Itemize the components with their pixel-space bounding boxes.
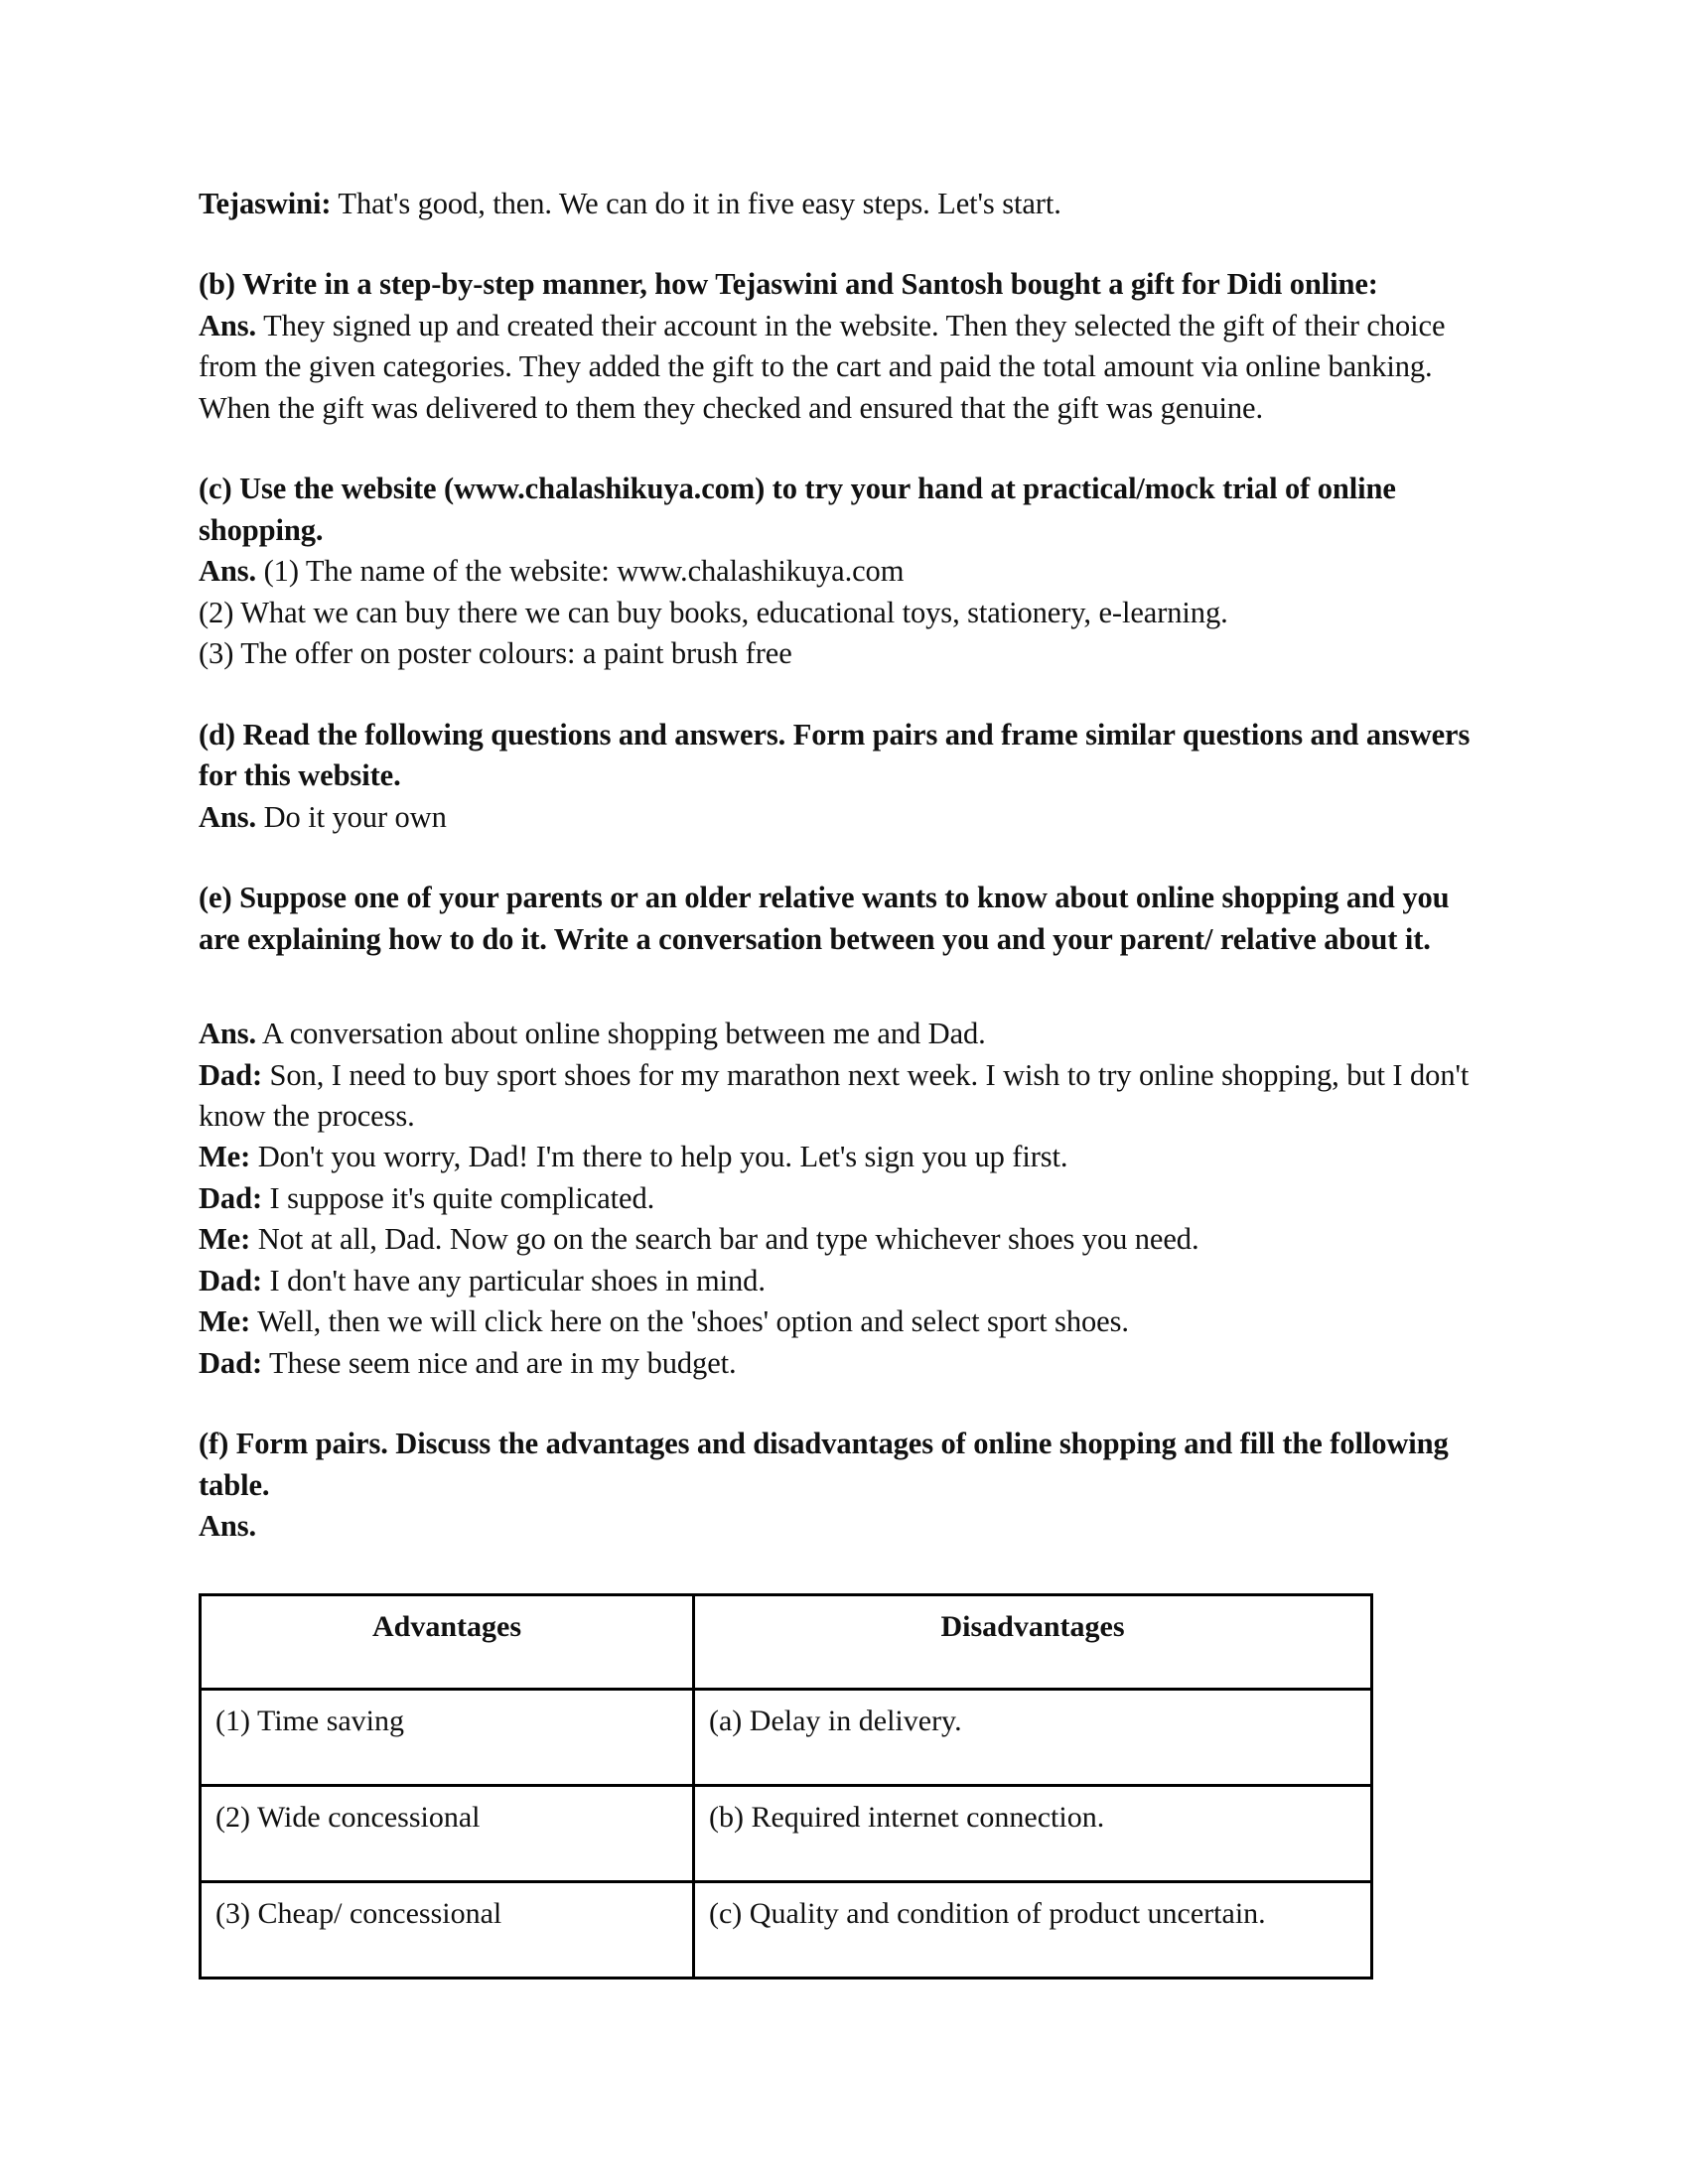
dialogue-text: These seem nice and are in my budget. — [262, 1345, 737, 1380]
intro-text: That's good, then. We can do it in five easy steps. Let's start. — [331, 187, 1061, 220]
answer-f-label-text: Ans. — [199, 1509, 257, 1544]
intro-speaker: Tejaswini: — [199, 187, 332, 220]
dialogue-speaker: Me: — [199, 1304, 251, 1339]
dialogue-text: Son, I need to buy sport shoes for my marathon next week. I wish to try online shopping, but I don't know the process. — [199, 1057, 1470, 1133]
spacer — [199, 429, 1479, 469]
answer-f-label — [199, 1506, 1479, 1547]
question-c: (c) Use the website (www.chalashikuya.com) to try your hand at practical/mock trial of online shopping. — [199, 472, 1396, 547]
table-row — [201, 1881, 1372, 1978]
dialogue-line — [199, 1137, 1479, 1177]
document-content — [199, 184, 1479, 1979]
dialogue-text: I suppose it's quite complicated. — [262, 1180, 655, 1215]
question-f: (f) Form pairs. Discuss the advantages and disadvantages of online shopping and fill the following table. — [199, 1427, 1449, 1502]
answer-b — [199, 306, 1479, 429]
answer-e-text: A conversation about online shopping between me and Dad. — [256, 1017, 986, 1051]
advantages-table-wrapper — [199, 1593, 1479, 1979]
question-e: (e) Suppose one of your parents or an older relative wants to know about online shopping and you are explaining how to do it. Write a conversation between you and your parent/ relative about it. — [199, 881, 1450, 956]
question-d: (d) Read the following questions and answers. Form pairs and frame similar questions and answers for this website. — [199, 717, 1471, 793]
advantages-disadvantages-table — [199, 1593, 1373, 1979]
dialogue-speaker: Dad: — [199, 1057, 262, 1092]
intro-dialogue-line — [199, 184, 1479, 224]
question-b: (b) Write in a step-by-step manner, how Tejaswini and Santosh bought a gift for Didi online: — [199, 267, 1378, 302]
table-cell-disadvantage: (a) Delay in delivery. — [694, 1689, 1372, 1785]
answer-d-label: Ans. — [199, 799, 257, 834]
dialogue-line — [199, 1219, 1479, 1260]
dialogue-speaker: Dad: — [199, 1180, 262, 1215]
answer-b-text: They signed up and created their account in the website. Then they selected the gift of their choice from the given categories. They added the gift to the cart and paid the total amount via online banking. When the gift was delivered to them they checked and ensured that the gift was genuine. — [199, 308, 1446, 425]
dialogue-text: I don't have any particular shoes in mind. — [262, 1263, 766, 1297]
answer-c-line-1 — [199, 551, 1479, 592]
answer-d — [199, 797, 1479, 838]
dialogue-line — [199, 1055, 1479, 1138]
dialogue-text: Well, then we will click here on the 'shoes' option and select sport shoes. — [250, 1304, 1129, 1339]
table-cell-advantage: (2) Wide concessional — [201, 1785, 694, 1881]
dialogue-line — [199, 1301, 1479, 1342]
table-header-row — [201, 1594, 1372, 1689]
table-cell-disadvantage: (b) Required internet connection. — [694, 1785, 1372, 1881]
spacer — [199, 1384, 1479, 1424]
dialogue-text: Don't you worry, Dad! I'm there to help you. Let's sign you up first. — [250, 1140, 1068, 1174]
dialogue-line — [199, 1261, 1479, 1301]
dialogue-speaker: Dad: — [199, 1263, 262, 1297]
spacer — [199, 224, 1479, 264]
answer-c-text-1: (1) The name of the website: www.chalashikuya.com — [256, 554, 905, 589]
answer-c-label: Ans. — [199, 554, 257, 589]
spacer — [199, 838, 1479, 878]
answer-c-line-2: (2) What we can buy there we can buy books, educational toys, stationery, e-learning. — [199, 595, 1228, 629]
spacer — [199, 675, 1479, 715]
dialogue-speaker: Dad: — [199, 1345, 262, 1380]
dialogue-line — [199, 1178, 1479, 1219]
table-header-disadvantages: Disadvantages — [694, 1594, 1372, 1689]
answer-e — [199, 1014, 1479, 1054]
table-row — [201, 1785, 1372, 1881]
dialogue-text: Not at all, Dad. Now go on the search bar and type whichever shoes you need. — [250, 1222, 1199, 1257]
table-row — [201, 1689, 1372, 1785]
answer-d-text: Do it your own — [256, 799, 447, 834]
table-cell-disadvantage: (c) Quality and condition of product uncertain. — [694, 1881, 1372, 1978]
answer-c-line-3: (3) The offer on poster colours: a paint brush free — [199, 636, 792, 671]
dialogue-speaker: Me: — [199, 1222, 251, 1257]
table-header-advantages: Advantages — [201, 1594, 694, 1689]
dialogue-speaker: Me: — [199, 1140, 251, 1174]
spacer — [199, 960, 1479, 1014]
answer-e-label: Ans. — [199, 1017, 257, 1051]
table-cell-advantage: (1) Time saving — [201, 1689, 694, 1785]
answer-b-label: Ans. — [199, 308, 257, 342]
table-cell-advantage: (3) Cheap/ concessional — [201, 1881, 694, 1978]
dialogue-line — [199, 1343, 1479, 1384]
